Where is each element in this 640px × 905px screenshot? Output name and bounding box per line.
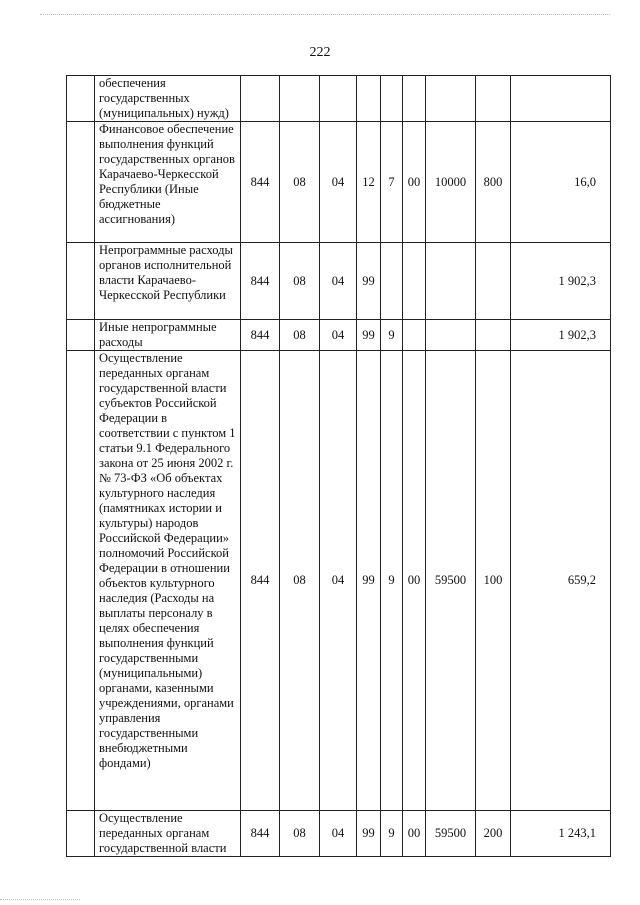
code-section-cell: 08 [280,122,320,243]
code-ved-cell: 844 [241,122,280,243]
code-main-event-cell [403,243,426,320]
amount-cell: 1 902,3 [511,243,611,320]
row-number-cell [67,122,95,243]
amount-cell: 659,2 [511,351,611,811]
code-expense-type-cell [476,243,511,320]
code-section-cell: 08 [280,320,320,351]
row-number-cell [67,320,95,351]
code-subprogram-cell: 9 [381,811,403,857]
code-ved-cell [241,76,280,122]
code-program-cell: 12 [357,122,381,243]
code-main-event-cell: 00 [403,351,426,811]
code-direction-cell: 10000 [426,122,476,243]
code-main-event-cell: 00 [403,811,426,857]
code-subsection-cell: 04 [320,243,357,320]
code-main-event-cell [403,320,426,351]
code-expense-type-cell: 200 [476,811,511,857]
code-section-cell: 08 [280,351,320,811]
code-section-cell: 08 [280,811,320,857]
row-number-cell [67,351,95,811]
code-program-cell: 99 [357,243,381,320]
code-main-event-cell [403,76,426,122]
scan-border-top [40,14,610,15]
code-subprogram-cell [381,76,403,122]
expense-name-cell: Осуществление переданных органам государственной власти субъектов Российской Федерации в соответствии с пунктом 1 статьи 9.1 Федерального закона от 25 июня 2002 г. № 73-ФЗ «Об объектах культурного наследия (памятниках истории и культуры) народов Российской Федерации» полномочий Российской Федерации в отношении объектов культурного наследия (Расходы на выплаты персоналу в целях обеспечения выполнения функций государственными (муниципальными) органами, казенными учреждениями, органами управления государственными внебюджетными фондами) [95,351,241,811]
code-expense-type-cell [476,320,511,351]
code-section-cell: 08 [280,243,320,320]
code-subprogram-cell [381,243,403,320]
amount-cell: 1 243,1 [511,811,611,857]
code-program-cell: 99 [357,320,381,351]
code-ved-cell: 844 [241,320,280,351]
amount-cell: 16,0 [511,122,611,243]
table-row [67,351,611,811]
row-number-cell [67,243,95,320]
expense-name-cell: Иные непрограммные расходы [95,320,241,351]
code-expense-type-cell [476,76,511,122]
code-expense-type-cell: 800 [476,122,511,243]
code-section-cell [280,76,320,122]
table-row [67,243,611,320]
code-direction-cell [426,76,476,122]
budget-table [66,75,611,857]
table-row [67,811,611,857]
scan-border-bottom [0,899,80,900]
page-number: 222 [309,45,331,60]
code-ved-cell: 844 [241,811,280,857]
code-program-cell: 99 [357,811,381,857]
code-program-cell: 99 [357,351,381,811]
code-subsection-cell: 04 [320,351,357,811]
code-main-event-cell: 00 [403,122,426,243]
code-subsection-cell [320,76,357,122]
code-direction-cell: 59500 [426,351,476,811]
expense-name-cell: Осуществление переданных органам государственной власти [95,811,241,857]
table-row [67,122,611,243]
code-direction-cell: 59500 [426,811,476,857]
expense-name-cell: обеспечения государственных (муниципальных) нужд) [95,76,241,122]
code-subprogram-cell: 7 [381,122,403,243]
expense-name-cell: Финансовое обеспечение выполнения функций государственных органов Карачаево-Черкесской Республики (Иные бюджетные ассигнования) [95,122,241,243]
code-direction-cell [426,243,476,320]
row-number-cell [67,76,95,122]
code-direction-cell [426,320,476,351]
code-program-cell [357,76,381,122]
expense-name-cell: Непрограммные расходы органов исполнительной власти Карачаево-Черкесской Республики [95,243,241,320]
amount-cell: 1 902,3 [511,320,611,351]
code-subsection-cell: 04 [320,811,357,857]
code-ved-cell: 844 [241,351,280,811]
code-ved-cell: 844 [241,243,280,320]
table-row [67,76,611,122]
code-subprogram-cell: 9 [381,320,403,351]
row-number-cell [67,811,95,857]
code-subsection-cell: 04 [320,320,357,351]
amount-cell [511,76,611,122]
code-expense-type-cell: 100 [476,351,511,811]
table-row [67,320,611,351]
code-subsection-cell: 04 [320,122,357,243]
code-subprogram-cell: 9 [381,351,403,811]
